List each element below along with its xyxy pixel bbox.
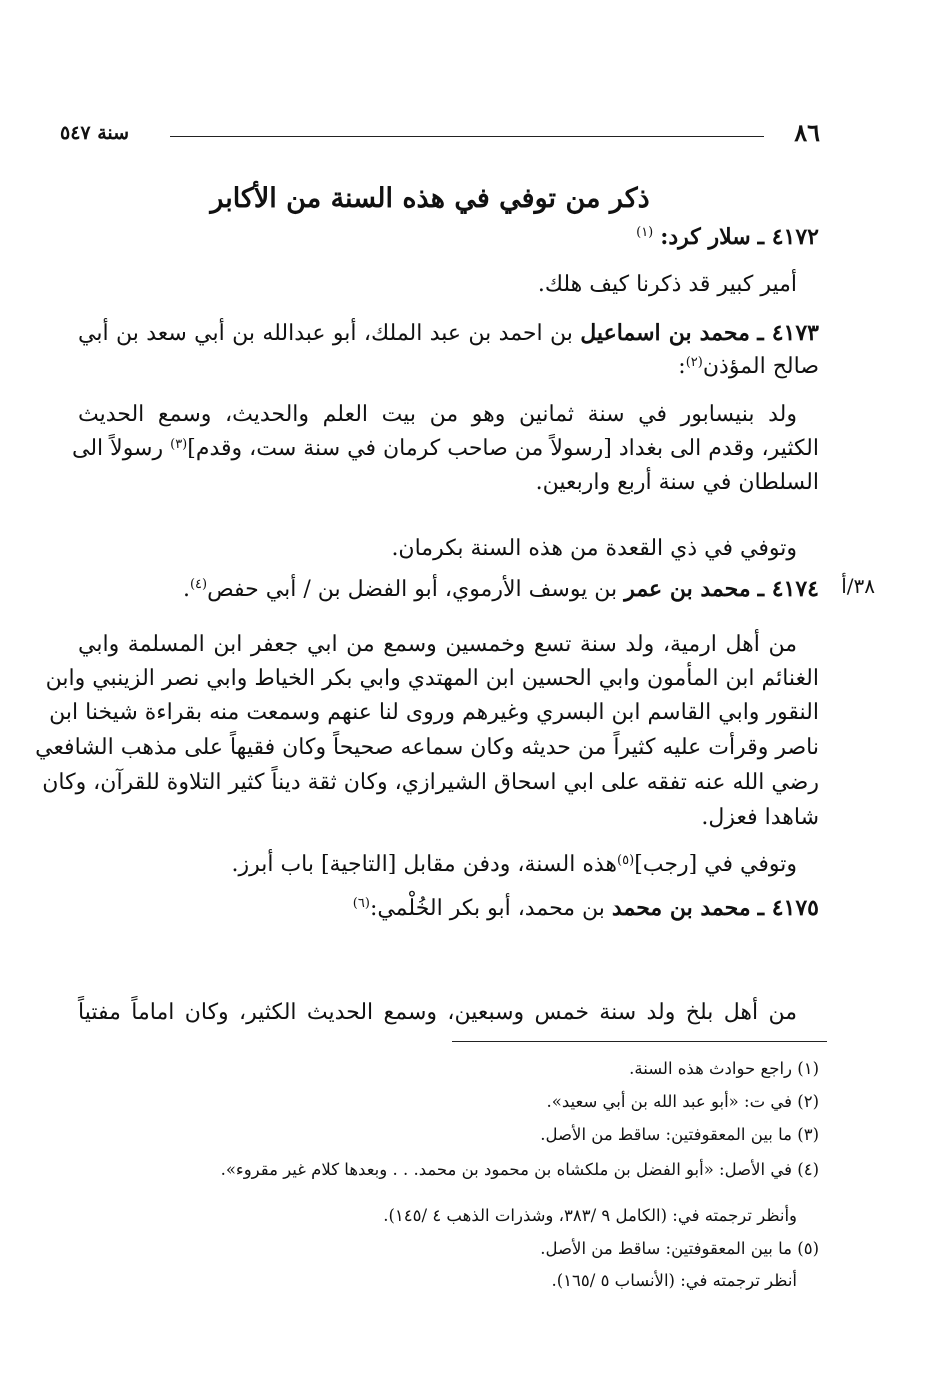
text: وتوفي في [رجب]: [634, 852, 797, 877]
entry-4173-heading-cont: [678, 352, 819, 382]
page-header: [60, 118, 820, 148]
year-label: سنة ٥٤٧: [60, 122, 130, 144]
entry-4174-line-4: ناصر وقرأت عليه كثيراً من حديثه وكان سماعه صحيحاً وكان فقيهاً على مذهب الشافعي: [35, 735, 819, 760]
page-number: ٨٦: [794, 118, 820, 147]
colon: :: [678, 354, 686, 379]
margin-folio-note: ٣٨/أ: [841, 574, 875, 598]
text: الكثير، وقدم الى بغداد [رسولاً من صاحب كرمان في سنة ست، وقدم]: [187, 436, 819, 461]
entry-number: ٤١٧٥ ـ: [757, 895, 819, 921]
footnote-1: (١) راجع حوادث هذه السنة.: [629, 1059, 819, 1078]
period: .: [182, 577, 190, 602]
entry-number: ٤١٧٤ ـ: [757, 576, 819, 602]
footnote-3: (٣) ما بين المعقوفتين: ساقط من الأصل.: [540, 1125, 819, 1144]
footnote-ref: (١): [636, 225, 654, 240]
footnote-5: (٥) ما بين المعقوفتين: ساقط من الأصل.: [540, 1239, 819, 1258]
entry-4172-heading: [636, 222, 819, 253]
footnote-4: (٤) في الأصل: «أبو الفضل بن ملكشاه بن محمود بن محمد. . . وبعدها كلام غير مقروء».: [220, 1160, 819, 1179]
entry-4173-heading: [78, 318, 819, 349]
entry-4174-heading: [183, 574, 819, 605]
entry-name: محمد بن عمر: [624, 576, 751, 602]
footnote-rule: [452, 1041, 827, 1042]
entry-name: سلار كرد:: [660, 224, 751, 250]
entry-4175-heading: [353, 893, 819, 924]
entry-4173-line-4: وتوفي في ذي القعدة من هذه السنة بكرمان.: [391, 536, 797, 561]
entry-4174-line-2: الغنائم ابن المأمون وابي الحسين ابن المهتدي وابي بكر الخياط وابي نصر الزينبي وابن: [45, 666, 819, 691]
entry-4172-text: أمير كبير قد ذكرنا كيف هلك.: [537, 272, 797, 297]
entry-4174-line-1: من أهل ارمية، ولد سنة تسع وخمسين وسمع من ابي جعفر ابن المسلمة وابي: [78, 632, 797, 657]
entry-name: محمد بن محمد: [611, 895, 751, 921]
entry-4173-line-3: السلطان في سنة أربع واربعين.: [535, 470, 819, 495]
entry-lineage: بن يوسف الأرموي، أبو الفضل بن / أبي حفص: [207, 577, 618, 602]
entry-4174-line-3: النقور وابي القاسم ابن البسري وغيرهم وروى لنا عنهم وسمعت منه بقراءة شيخنا ابن: [49, 700, 819, 725]
entry-4174-line-7: [231, 850, 797, 880]
footnote-ref: (٤): [189, 577, 208, 592]
entry-4175-line-1: من أهل بلخ ولد سنة خمس وسبعين، وسمع الحديث الكثير، وكان اماماً مفتياً: [78, 1000, 797, 1025]
footnote-ref: (٦): [352, 896, 370, 911]
header-rule: [170, 136, 764, 137]
footnote-ref: (٣): [170, 437, 188, 452]
entry-4174-line-5: رضي الله عنه تفقه على ابي اسحاق الشيرازي، وكان ثقة ديناً كثير التلاوة للقرآن، وكان: [42, 770, 819, 795]
text: هذه السنة، ودفن مقابل [التاجية] باب أبرز.: [231, 852, 618, 877]
entry-name: محمد بن اسماعيل: [580, 320, 750, 346]
footnote-ref: (٥): [617, 853, 635, 868]
entry-number: ٤١٧٣ ـ: [757, 320, 819, 346]
footnote-ref: (٢): [685, 355, 703, 370]
entry-lineage: بن محمد، أبو بكر الخُلْمي:: [369, 896, 605, 921]
footnote-2: (٢) في ت: «أبو عبد الله بن أبي سعيد».: [546, 1092, 819, 1111]
footnote-4-cont: وأنظر ترجمته في: (الكامل ٩ /٣٨٣، وشذرات الذهب ٤ /١٤٥).: [383, 1206, 797, 1225]
footnote-5-cont: أنظر ترجمته في: (الأنساب ٥ /١٦٥).: [551, 1271, 797, 1290]
entry-number: ٤١٧٢ ـ: [757, 224, 819, 250]
entry-lineage: بن احمد بن عبد الملك، أبو عبدالله بن أبي سعد بن أبي: [78, 321, 573, 346]
section-title: ذكر من توفي في هذه السنة من الأكابر: [210, 183, 650, 214]
entry-4174-line-6: شاهدا فعزل.: [701, 805, 819, 830]
entry-4173-line-2: [72, 434, 819, 464]
entry-4173-line-1: ولد بنيسابور في سنة ثمانين وهو من بيت العلم والحديث، وسمع الحديث: [78, 402, 797, 427]
entry-lineage-cont: صالح المؤذن: [702, 354, 819, 379]
text: رسولاً الى: [72, 436, 171, 461]
